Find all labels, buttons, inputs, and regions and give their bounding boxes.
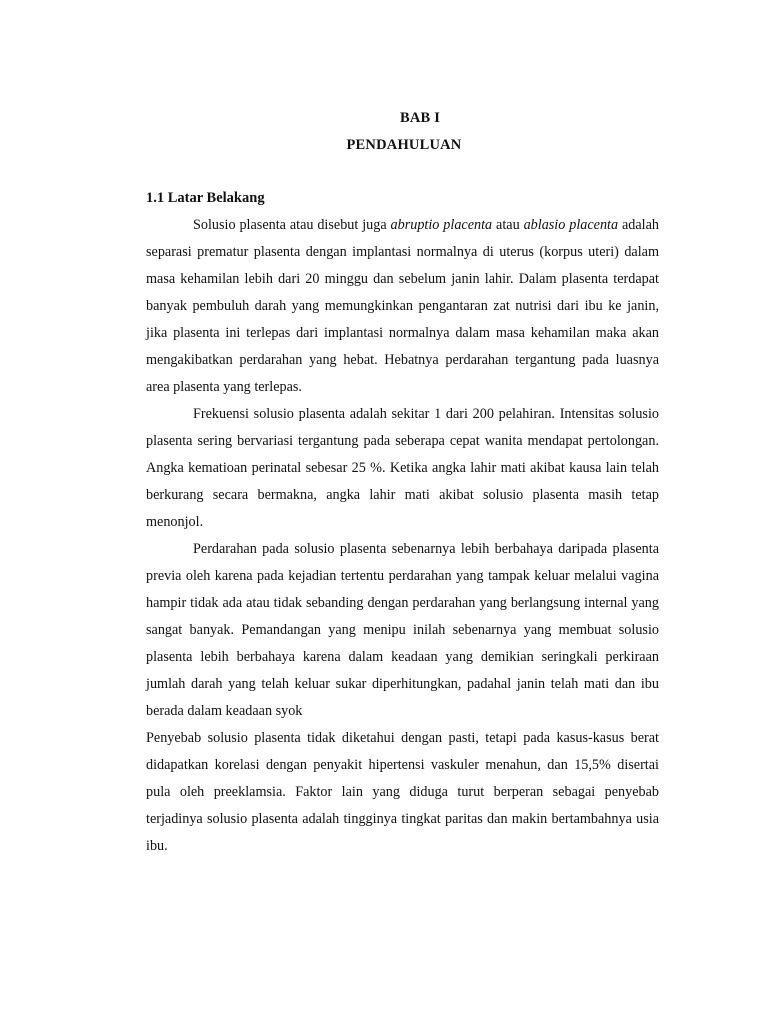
paragraph-3: Perdarahan pada solusio plasenta sebenarnya lebih berbahaya daripada plasenta previa oleh karena pada kejadian tertentu perdarahan yang tampak keluar melalui vagina hampir tidak ada atau tidak sebanding dengan perdarahan yang berlangsung internal yang sangat banyak. Pemandangan yang menipu inilah sebenarnya yang membuat solusio plasenta lebih berbahaya karena dalam keadaan yang demikian seringkali perkiraan jumlah darah yang telah keluar sukar diperhitungkan, padahal janin telah mati dan ibu berada dalam keadaan syok: [146, 541, 659, 719]
section-heading: 1.1 Latar Belakang: [146, 190, 265, 206]
paragraph-4: Penyebab solusio plasenta tidak diketahui dengan pasti, tetapi pada kasus-kasus berat didapatkan korelasi dengan penyakit hipertensi vaskuler menahun, dan 15,5% disertai pula oleh preeklamsia. Faktor lain yang diduga turut berperan sebagai penyebab terjadinya solusio plasenta adalah tingginya tingkat paritas dan makin bertambahnya usia ibu.: [146, 730, 659, 854]
body-text: [146, 212, 659, 860]
paragraph-1-text-c: adalah separasi prematur plasenta dengan implantasi normalnya di uterus (korpus uteri) dalam masa kehamilan lebih dari 20 minggu dan sebelum janin lahir. Dalam plasenta terdapat banyak pembuluh darah yang memungkinkan pengantaran zat nutrisi dari ibu ke janin, jika plasenta ini terlepas dari implantasi normalnya dalam masa kehamilan maka akan mengakibatkan perdarahan yang hebat. Hebatnya perdarahan tergantung pada luasnya area plasenta yang terlepas.: [146, 217, 659, 395]
paragraph-1: [146, 212, 659, 401]
paragraph-2: Frekuensi solusio plasenta adalah sekitar 1 dari 200 pelahiran. Intensitas solusio plasenta sering bervariasi tergantung pada seberapa cepat wanita mendapat pertolongan. Angka kematioan perinatal sebesar 25 %. Ketika angka lahir mati akibat kausa lain telah berkurang secara bermakna, angka lahir mati akibat solusio plasenta masih tetap menonjol.: [146, 406, 659, 530]
paragraph-1-italic-term-1: abruptio placenta: [390, 217, 493, 233]
chapter-number: BAB I: [399, 110, 441, 126]
paragraph-1-text-b: atau: [492, 217, 524, 233]
paragraph-1-italic-term-2: ablasio placenta: [523, 217, 619, 233]
chapter-title: PENDAHULUAN: [346, 137, 462, 153]
paragraph-1-text-a: Solusio plasenta atau disebut juga: [193, 217, 391, 233]
